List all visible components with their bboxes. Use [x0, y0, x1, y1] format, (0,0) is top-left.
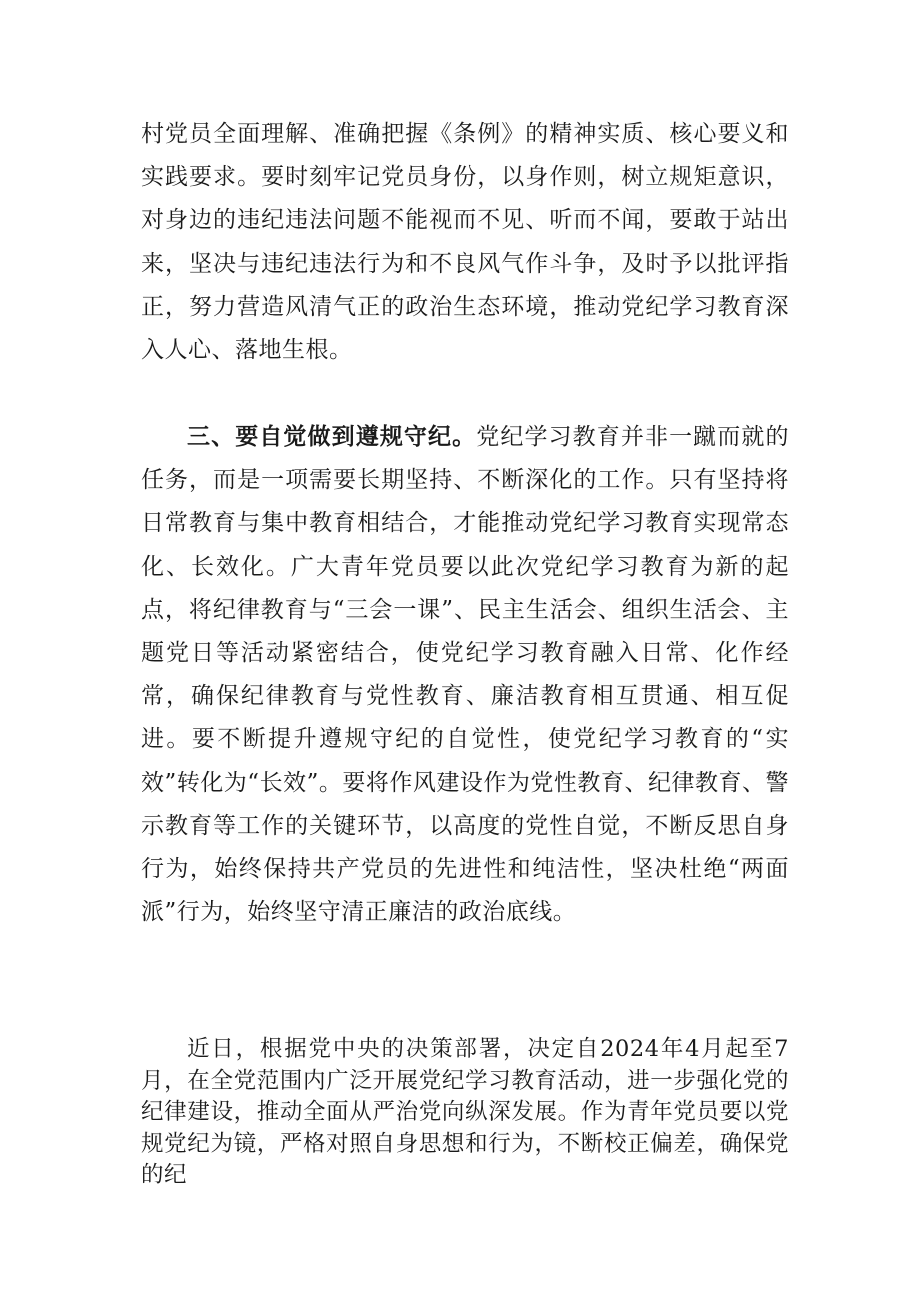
paragraph-1-text: 村党员全面理解、准确把握《条例》的精神实质、核心要义和实践要求。要时刻牢记党员身份，以身作则，树立规矩意识，对身边的违纪违法问题不能视而不见、听而不闻，要敢于站出来，坚决与违纪违法行为和不良风气作斗争，及时予以批评指正，努力营造风清气正的政治生态环境，推动党纪学习教育深入人心、落地生根。 [141, 121, 789, 364]
paragraph-3-text: 近日，根据党中央的决策部署，决定自2024年4月起至7月，在全党范围内广泛开展党纪学习教育活动，进一步强化党的纪律建设，推动全面从严治党向纵深发展。作为青年党员要以党规党纪为镜，严格对照自身思想和行为，不断校正偏差，确保党的纪 [141, 1036, 789, 1188]
paragraph-2-text: 党纪学习教育并非一蹴而就的任务，而是一项需要长期坚持、不断深化的工作。只有坚持将日常教育与集中教育相结合，才能推动党纪学习教育实现常态化、长效化。广大青年党员要以此次党纪学习教育为新的起点，将纪律教育与“三会一课”、民主生活会、组织生活会、主题党日等活动紧密结合，使党纪学习教育融入日常、化作经常，确保纪律教育与党性教育、廉洁教育相互贯通、相互促进。要不断提升遵规守纪的自觉性，使党纪学习教育的“实效”转化为“长效”。要将作风建设作为党性教育、纪律教育、警示教育等工作的关键环节，以高度的党性自觉，不断反思自身行为，始终保持共产党员的先进性和纯洁性，坚决杜绝“两面派”行为，始终坚守清正廉洁的政治底线。 [141, 424, 790, 926]
paragraph-1 [141, 113, 789, 372]
paragraph-2 [141, 415, 789, 934]
section-heading-3: 三、要自觉做到遵规守纪。 [187, 423, 477, 450]
paragraph-3 [141, 1034, 789, 1192]
